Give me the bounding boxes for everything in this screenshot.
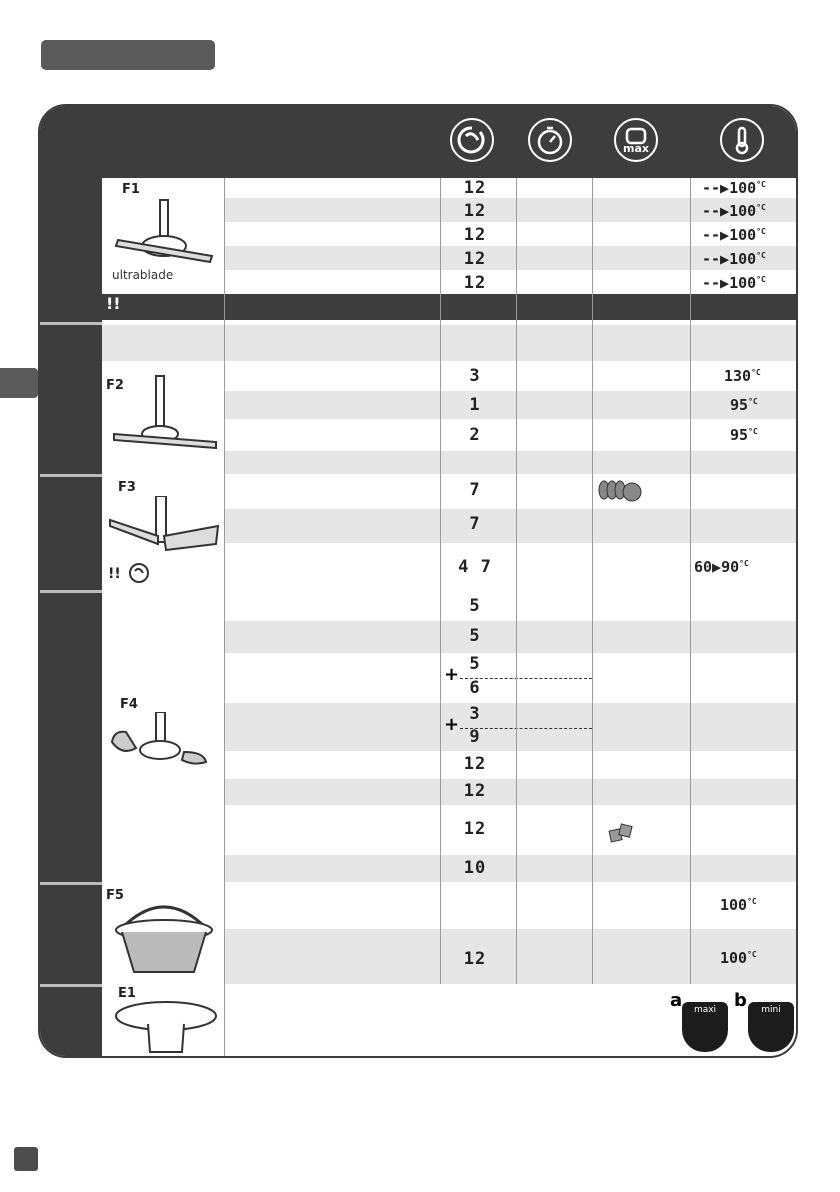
f4-speed: 5	[469, 654, 481, 674]
table-row	[224, 621, 798, 653]
f4-speed: 12	[463, 819, 487, 839]
thermometer-icon	[720, 118, 764, 162]
accessory-label-f3: F3	[118, 480, 136, 495]
f3-speed: 7	[469, 514, 481, 534]
f4-speed: 5	[469, 626, 481, 646]
ice-cubes-icon	[606, 822, 636, 848]
table-row	[224, 419, 798, 451]
steam-basket-icon	[108, 900, 220, 980]
table-row	[224, 779, 798, 805]
f1-speed: 12	[463, 273, 487, 293]
f2-speed: 2	[469, 425, 481, 445]
f5-speed: 12	[463, 949, 487, 969]
accessory-label-f4: F4	[120, 697, 138, 712]
column-divider	[690, 178, 691, 984]
f4-speed: 5	[469, 596, 481, 616]
table-header	[40, 106, 798, 178]
f1-speed: 12	[463, 178, 487, 198]
weight-max-label: max	[623, 142, 649, 155]
dashed-guide	[460, 678, 592, 679]
f4-speed: 10	[463, 858, 487, 878]
f4-plus-sign: +	[444, 664, 460, 685]
table-row	[224, 703, 798, 751]
section-separator	[40, 882, 102, 885]
table-row	[224, 451, 798, 474]
weight-max-icon	[614, 118, 658, 162]
column-divider	[592, 178, 593, 984]
f1-speed: 12	[463, 201, 487, 221]
lid-cap-icon	[110, 996, 222, 1058]
table-row	[102, 325, 798, 361]
f1-temp: $--▶100^{^\circ C}$	[702, 250, 766, 268]
section-separator	[40, 474, 102, 477]
f3-warning-note: !!	[108, 566, 121, 582]
speed-small-icon	[128, 562, 150, 584]
mini-steam-badge: mini	[748, 1002, 794, 1052]
option-letter-a: a	[670, 990, 683, 1011]
f1-speed: 12	[463, 249, 487, 269]
column-divider	[516, 178, 517, 984]
option-letter-b: b	[734, 990, 747, 1011]
f4-speed: 6	[469, 678, 481, 698]
table-row	[224, 361, 798, 391]
f2-speed: 1	[469, 395, 481, 415]
chopping-blade-icon	[106, 712, 216, 768]
column-divider	[440, 178, 441, 984]
f3-speed: 7	[469, 480, 481, 500]
program-table	[38, 104, 798, 1058]
f2-temp: $130^{^\circ C}$	[724, 367, 761, 385]
table-row	[224, 887, 798, 929]
table-row	[224, 391, 798, 419]
section-separator	[40, 590, 102, 593]
maxi-steam-badge: maxi	[682, 1002, 728, 1052]
f1-speed: 12	[463, 225, 487, 245]
accessory-label-f1: F1	[122, 182, 140, 197]
f1-temp: $--▶100^{^\circ C}$	[702, 202, 766, 220]
f3-speed: 4 7	[458, 557, 492, 577]
table-row	[224, 593, 798, 621]
kneading-blade-icon	[112, 374, 222, 454]
f1-temp: $--▶100^{^\circ C}$	[702, 226, 766, 244]
accessory-label-f5: F5	[106, 888, 124, 903]
table-row	[224, 805, 798, 855]
table-left-column	[40, 106, 102, 1058]
f4-speed: 12	[463, 781, 487, 801]
timer-icon	[528, 118, 572, 162]
speed-icon	[450, 118, 494, 162]
table-row	[224, 929, 798, 984]
f4-plus-sign: +	[444, 714, 460, 735]
accessory-label-e1: E1	[118, 986, 136, 1001]
f4-speed: 9	[469, 727, 481, 747]
side-thumb-tab	[0, 368, 38, 398]
mixing-attachment-icon	[108, 496, 220, 560]
f4-speed: 12	[463, 754, 487, 774]
table-row	[224, 751, 798, 779]
f2-temp: $95^{^\circ C}$	[730, 426, 758, 444]
table-row	[224, 855, 798, 882]
f5-temp: $100^{^\circ C}$	[720, 896, 757, 914]
f1-warning-banner: !!	[102, 294, 798, 320]
f3-temp: $60▶90^{^\circ C}$	[694, 558, 749, 576]
section-separator	[40, 322, 102, 325]
f1-temp: $--▶100^{^\circ C}$	[702, 179, 766, 197]
column-divider	[224, 178, 225, 1058]
dashed-guide	[460, 728, 592, 729]
f2-speed: 3	[469, 366, 481, 386]
accessory-label-f2: F2	[106, 378, 124, 393]
section-separator	[40, 984, 102, 987]
f5-temp: $100^{^\circ C}$	[720, 949, 757, 967]
page-number-box	[14, 1147, 38, 1171]
ultrablade-knife-icon	[112, 198, 222, 268]
section-tab	[41, 40, 215, 70]
table-row	[224, 477, 798, 509]
f4-speed: 3	[469, 704, 481, 724]
ultrablade-logo-text: ultrablade	[112, 268, 174, 282]
table-row	[224, 509, 798, 543]
f2-temp: $95^{^\circ C}$	[730, 396, 758, 414]
sliced-food-icon	[596, 478, 648, 504]
f1-temp: $--▶100^{^\circ C}$	[702, 274, 766, 292]
